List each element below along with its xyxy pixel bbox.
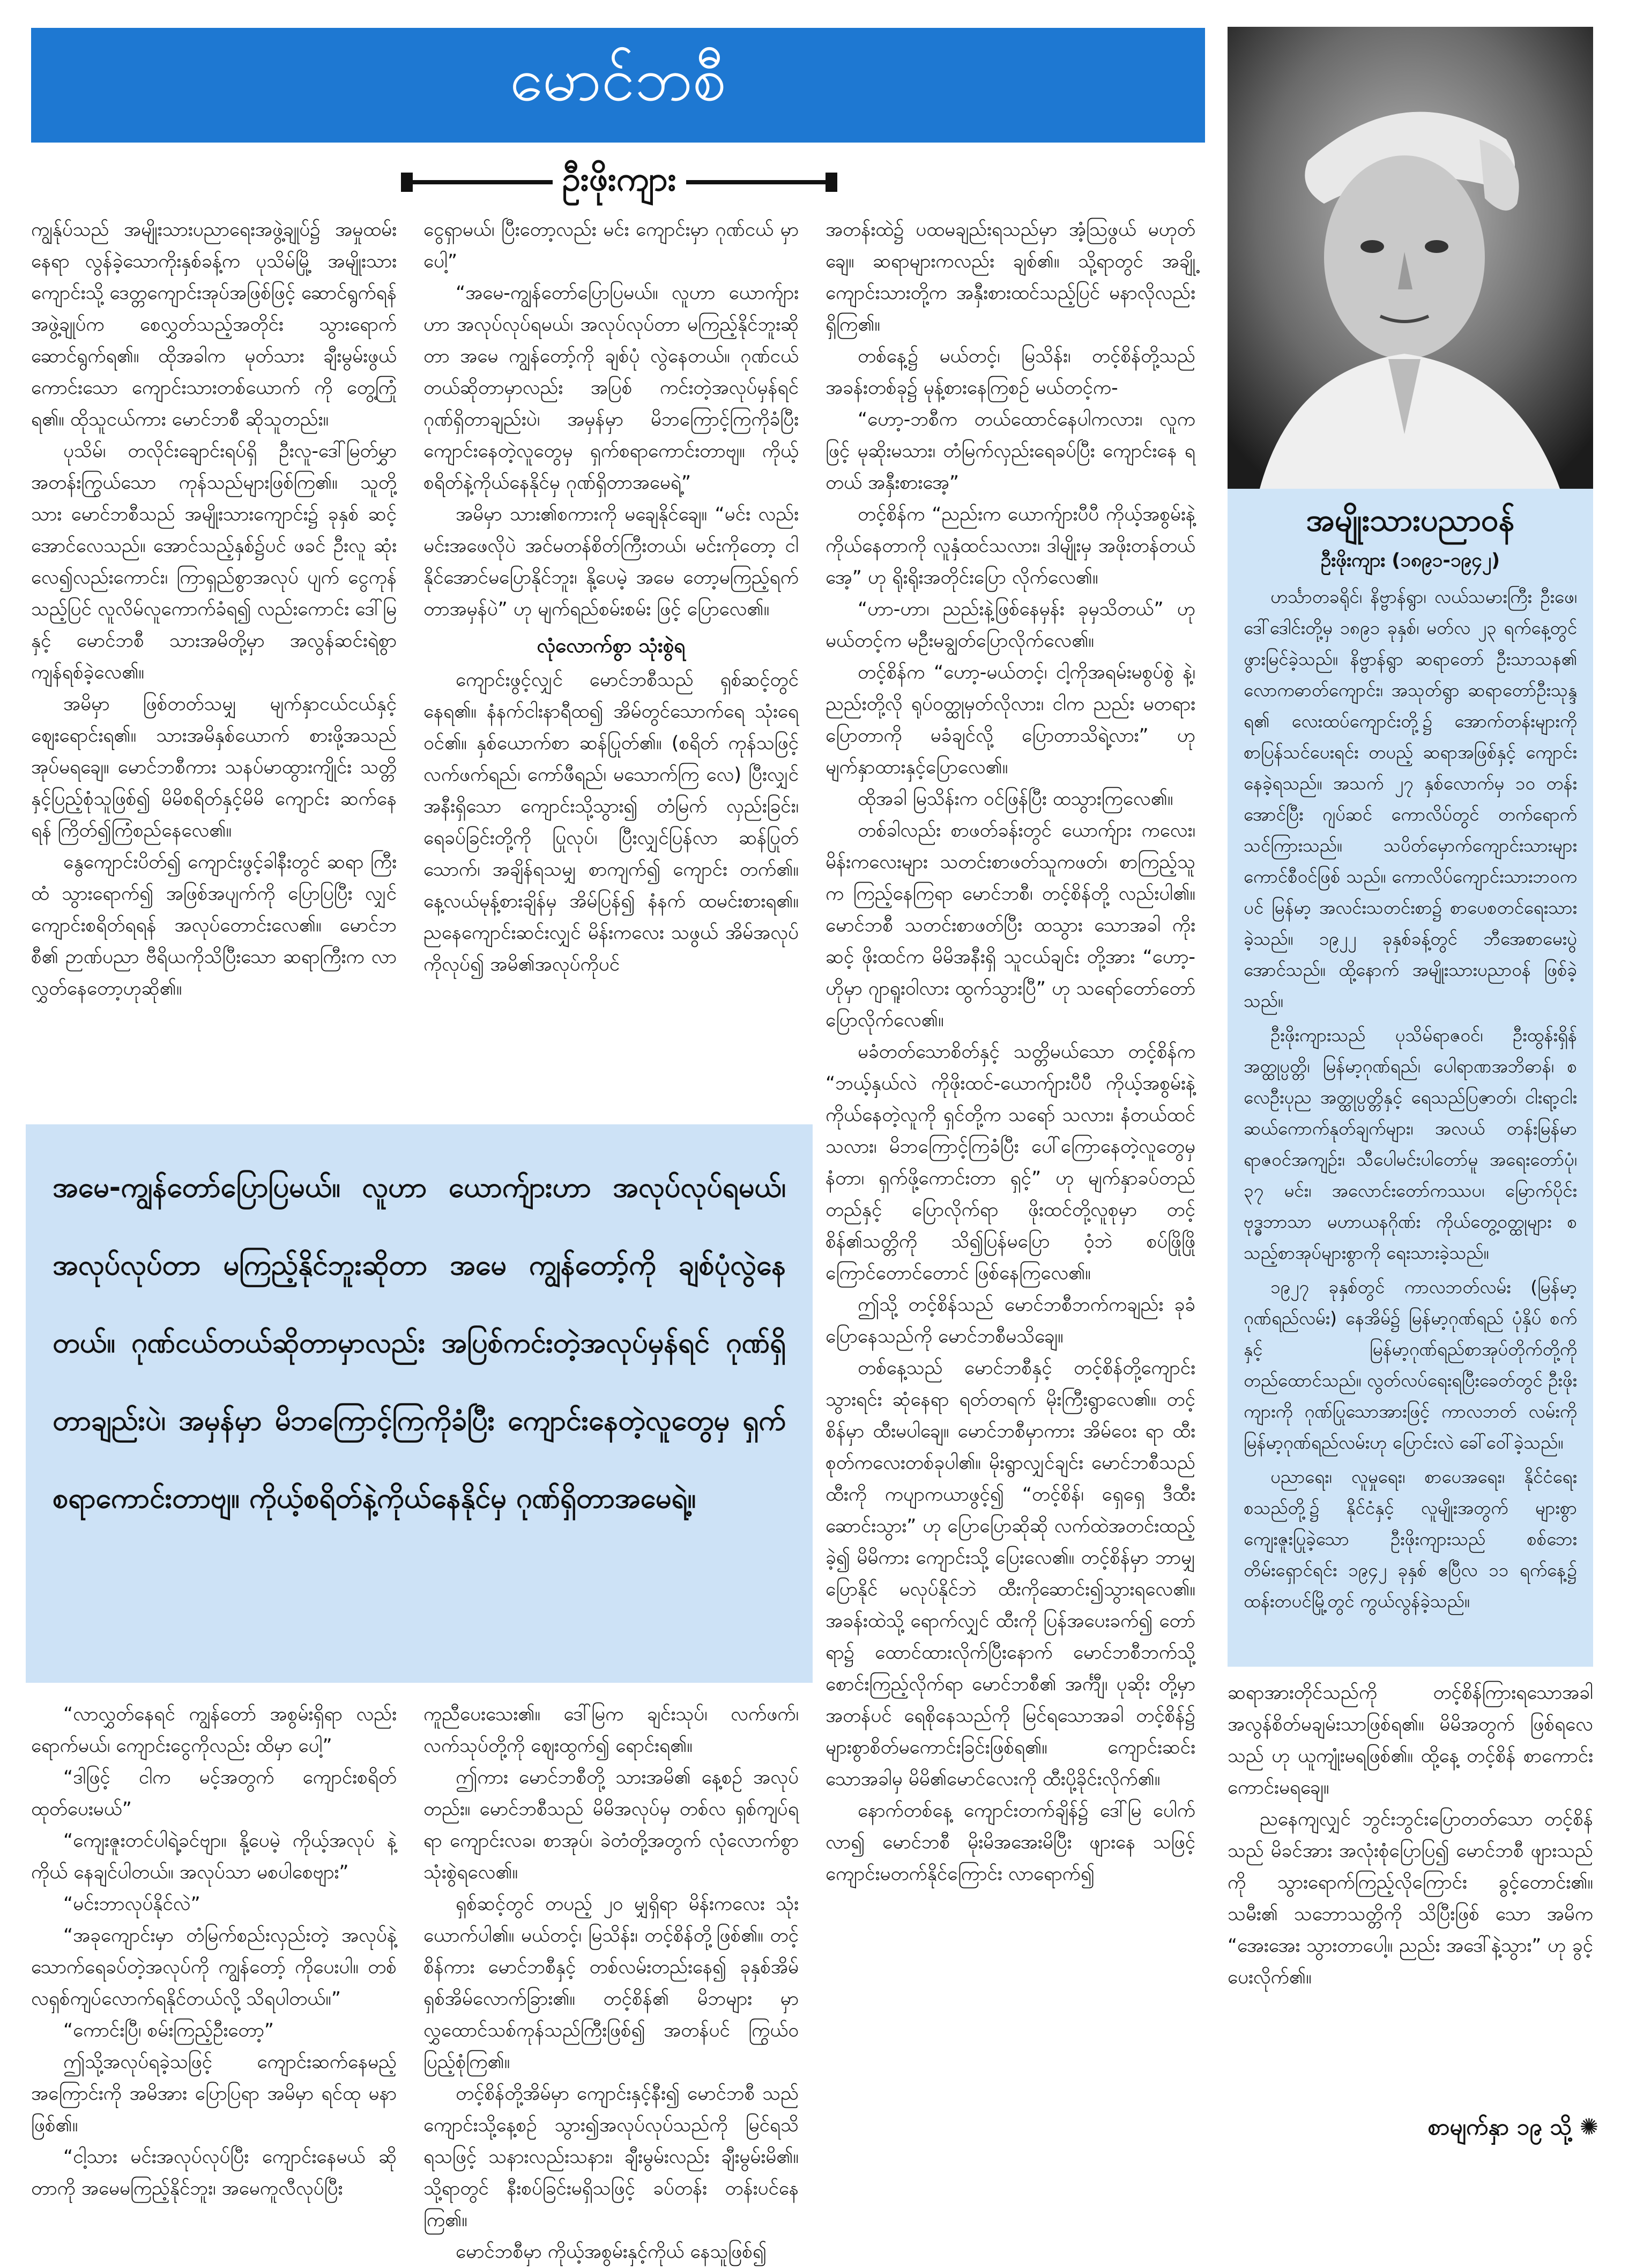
paragraph: ရှစ်ဆင့်တွင် တပည့် ၂၀ မျှရှိရာ မိန်းကလေး သုံးယောက်ပါ၏။ မယ်တင့်၊ မြသိန်း၊ တင့်စိန်တို့ဖြစ်၏။ တင့်စိန်ကား မောင်ဘစီနှင့် တစ်လမ်းတည်းနေ၍ ခုနှစ်အိမ် ရှစ်အိမ်လောက်ခြား၏။ တင့်စိန်၏ မိဘများ မှာ လွှထောင်သစ်ကုန်သည်ကြီးဖြစ်၍ အတန်ပင် ကြွယ်ဝပြည့်စုံကြ၏။ [423, 1893, 799, 2073]
paragraph: ထိုအခါ မြသိန်းက ဝင်ဖြန်ပြီး ထသွားကြလေ၏။ [858, 788, 1173, 810]
sidebar-subtitle: ဦးဖိုးကျား (၁၈၉၁-၁၉၄၂) [1320, 550, 1500, 571]
author-name: ဦးဖိုးကျား [562, 159, 676, 198]
paragraph: နောက်တစ်နေ့ ကျောင်းတက်ချိန်၌ ဒေါ်မြ ပေါက်လာ၍ မောင်ဘစီ မိုးမိအအေးမိပြီး ဖျားနေ သဖြင့် ကျောင်းမတက်နိုင်ကြောင်း လာရောက်၍ [826, 1800, 1195, 1885]
paragraph: တစ်နေ့၌ မယ်တင့်၊ မြသိန်း၊ တင့်စိန်တို့သည် အခန်းတစ်ခု၌ မုန့်စားနေကြစဉ် မယ်တင့်က- [826, 346, 1195, 399]
paragraph: တင့်စိန်က “ဟော့-မယ်တင့်၊ ငါ့ကိုအရမ်းမစွပ်စွဲ နဲ့၊ ညည်းတို့လို ရုပ်ဝတ္ထုမှတ်လိုလား၊ ငါက ညည်း မတရားပြောတာကို မခံချင်လို့ ပြောတာသိရဲ့လား” ဟု မျက်နှာထားနှင့်ပြောလေ၏။ [826, 662, 1195, 778]
bio-paragraph: ဟင်္သာတခရိုင်၊ နိဗ္ဗာန်ရွာ၊ လယ်သမားကြီး ဦးဖေ၊ ဒေါ်ဒေါင်းတို့မှ ၁၈၉၁ ခုနှစ်၊ မတ်လ ၂၃ ရက်နေ့တွင် ဖွားမြင်ခဲ့သည်။ နိဗ္ဗာန်ရွာ ဆရာတော် ဦးသာသန၏ လောကဓာတ်ကျောင်း၊ အသုတ်ရွာ ဆရာတော်ဦးသုန္ဒရ၏ လေးထပ်ကျောင်းတို့၌ အောက်တန်းများကို စာပြန်သင်ပေးရင်း တပည့် ဆရာအဖြစ်နှင့် ကျောင်းနေခဲ့ရသည်။ အသက် ၂၇ နှစ်လောက်မှ ၁၀ တန်းအောင်ပြီး ဂျပ်ဆင် ကောလိပ်တွင် တက်ရောက်သင်ကြားသည်။ သပိတ်မှောက်ကျောင်းသားများ ကောင်စီဝင်ဖြစ် သည်။ ကောလိပ်ကျောင်းသားဘဝကပင် မြန်မာ့ အလင်းသတင်းစာ၌ စာပေစတင်ရေးသားခဲ့သည်။ ၁၉၂၂ ခုနှစ်ခန့်တွင် ဘီအေစာမေးပွဲအောင်သည်။ ထို့နောက် အမျိုးသားပညာဝန် ဖြစ်ခဲ့သည်။ [1244, 586, 1577, 1011]
column-3 [826, 214, 1195, 2144]
section-heading: လုံလောက်စွာ သုံးစွဲရ [537, 634, 686, 657]
bio-paragraph: ဦးဖိုးကျားသည် ပုသိမ်ရာဇဝင်၊ ဦးထွန်းရှိန် အတ္ထုပ္ပတ္တိ၊ မြန်မာ့ဂုဏ်ရည်၊ ပေါရာဏအဘိဓာန်၊ စလေဦးပုည အတ္ထုပ္ပတ္တိနှင့် ရေသည်ပြဇာတ်၊ ငါးရာ့ငါးဆယ်ကောက်နုတ်ချက်များ၊ အလယ် တန်းမြန်မာရာဇဝင်အကျဉ်း၊ သီပေါမင်းပါတော်မူ အရေးတော်ပုံ၊ ၃၇ မင်း၊ အလောင်းတော်ကဿပ၊ မြောက်ပိုင်းဗုဒ္ဓဘာသာ မဟာယနဂိုဏ်း ကိုယ်တွေ့ဝတ္ထုများ စသည့်စာအုပ်များစွာကို ရေးသားခဲ့သည်။ [1244, 1025, 1577, 1263]
paragraph: တင့်စိန်တို့အိမ်မှာ ကျောင်းနှင့်နီး၍ မောင်ဘစီ သည် ကျောင်းသို့နေ့စဉ် သွား၍အလုပ်လုပ်သည်ကို မြင်ရသိရသဖြင့် သနားလည်းသနား၊ ချီးမွမ်းလည်း ချီးမွမ်းမိ၏။ သို့ရာတွင် နီးစပ်ခြင်းမရှိသဖြင့် ခပ်တန်း တန်းပင်နေကြ၏။ [423, 2083, 799, 2231]
paragraph: “ဟာ-ဟာ၊ ညည်းနဲ့ဖြစ်နေမှန်း ခုမှသိတယ်” ဟု မယ်တင့်က မဦးမချွတ်ပြောလိုက်လေ၏။ [826, 599, 1195, 652]
paragraph: “လာလွှတ်နေရင် ကျွန်တော် အစွမ်းရှိရာ လည်း ရောက်မယ်၊ ကျောင်းငွေကိုလည်း ထိမှာ ပေါ့” [31, 1704, 397, 1757]
paragraph: တစ်နေ့သည် မောင်ဘစီနှင့် တင့်စိန်တို့ကျောင်း သွားရင်း ဆုံနေရာ ရတ်တရက် မိုးကြီးရွာလေ၏။ တင့်စိန်မှာ ထီးမပါချေ။ မောင်ဘစီမှာကား အိမ်ဝေး ရာ ထီးစုတ်ကလေးတစ်ခုပါ၏။ မိုးရွာလျှင်ချင်း မောင်ဘစီသည် ထီးကို ကပျာကယာဖွင့်၍ “တင့်စိန်၊ ရှေရှေ ဒီထီးဆောင်းသွား” ဟု ပြောပြောဆိုဆို လက်ထဲအတင်းထည့်ခဲ့၍ မိမိကား ကျောင်းသို့ ပြေးလေ၏။ တင့်စိန်မှာ ဘာမျှပြောနိုင် မလုပ်နိုင်ဘဲ ထီးကိုဆောင်း၍သွားရလေ၏။ အခန်းထဲသို့ ရောက်လျှင် ထီးကို ပြန်အပေးခက်၍ တော်ရာ၌ ထောင်ထားလိုက်ပြီးနောက် မောင်ဘစီဘက်သို့ စောင်းကြည့်လိုက်ရာ မောင်ဘစီ၏ အင်္ကျီ၊ ပုဆိုး တို့မှာ အတန်ပင် ရေစိုနေသည်ကို မြင်ရသောအခါ တင့်စိန်၌ များစွာစိတ်မကောင်းခြင်းဖြစ်ရ၏။ ကျောင်းဆင်းသောအခါမှ မိမိ၏မောင်လေးကို ထီးပို့ခိုင်းလိုက်၏။ [826, 1357, 1195, 1790]
paragraph: ဤသို့အလုပ်ရခဲ့သဖြင့် ကျောင်းဆက်နေမည့် အကြောင်းကို အမိအား ပြောပြရာ အမိမှာ ရင်ထု မနာဖြစ်၏။ [31, 2051, 397, 2136]
paragraph: တစ်ခါလည်း စာဖတ်ခန်းတွင် ယောက်ျား ကလေး၊ မိန်းကလေးများ သတင်းစာဖတ်သူကဖတ်၊ စာကြည့်သူက ကြည့်နေကြရာ မောင်ဘစီ၊ တင့်စိန်တို့ လည်းပါ၏။ မောင်ဘစီ သတင်းစာဖတ်ပြီး ထသွား သောအခါ ကိုးဆင့် ဖိုးထင်က မိမိအနီးရှိ သူငယ်ချင်း တို့အား “ဟော့-ဟိုမှာ ဂျာရူးဝါလား ထွက်သွားပြီ” ဟု သရော်တော်တော် ပြောလိုက်လေ၏။ [826, 820, 1195, 1031]
paragraph: အမိမှာ ဖြစ်တတ်သမျှ မျက်နှာငယ်ငယ်နှင့် ဈေးရောင်းရ၏။ သားအမိနှစ်ယောက် စားဖို့အသည် အုပ်မရချေ။ မောင်ဘစီကား သနပ်မာထွားကျိုင်း သတ္တိနှင့်ပြည့်စုံသူဖြစ်၍ မိမိစရိတ်နှင့်မိမိ ကျောင်း ဆက်နေရန် ကြိတ်၍ကြံစည်နေလေ၏။ [31, 693, 397, 841]
paragraph: ဤကား မောင်ဘစီတို့ သားအမိ၏ နေ့စဉ် အလုပ်တည်း။ မောင်ဘစီသည် မိမိအလုပ်မှ တစ်လ ရှစ်ကျပ်ရရာ ကျောင်းလခ၊ စာအုပ်၊ ခဲတံတို့အတွက် လုံလောက်စွာ သုံးစွဲရလေ၏။ [423, 1767, 799, 1883]
paragraph: “ကျေးဇူးတင်ပါရဲ့ခင်ဗျာ။ နို့ပေမဲ့ ကိုယ့်အလုပ် နဲ့ကိုယ် နေချင်ပါတယ်။ အလုပ်သာ မစပါစေဗျား” [31, 1830, 397, 1883]
paragraph: “ငါ့သား မင်းအလုပ်လုပ်ပြီး ကျောင်းနေမယ် ဆိုတာကို အမေမကြည့်နိုင်ဘူး၊ အမေကူလီလုပ်ပြီး [31, 2146, 397, 2199]
paragraph: “မင်းဘာလုပ်နိုင်လဲ” [63, 1893, 200, 1915]
paragraph: အတန်းထဲ၌ ပထမချည်းရသည်မှာ အံ့သြဖွယ် မဟုတ်ချေ။ ဆရာများကလည်း ချစ်၏။ သို့ရာတွင် အချို့ကျောင်းသားတို့က အနှီးစားထင်သည့်ပြင် မနာလိုလည်းရှိကြ၏။ [826, 219, 1195, 335]
paragraph: “ဟော့-ဘစီက တယ်ထောင်နေပါကလား၊ လူက ဖြင့် မုဆိုးမသား၊ တံမြက်လှည်းရေခပ်ပြီး ကျောင်းနေ ရတယ် အနှီးစားအေ့” [826, 409, 1195, 494]
paragraph: ကျောင်းဖွင့်လျှင် မောင်ဘစီသည် ရှစ်ဆင့်တွင် နေရ၏။ နံနက်ငါးနာရီထ၍ အိမ်တွင်သောက်ရေ သုံးရေဝင်၏။ နှစ်ယောက်စာ ဆန်ပြုတ်၏။ (စရိတ် ကုန်သဖြင့် လက်ဖက်ရည်၊ ကော်ဖီရည်၊ မသောက်ကြ လေ) ပြီးလျှင် အနီးရှိသော ကျောင်းသို့သွား၍ တံမြက် လှည်းခြင်း၊ ရေခပ်ခြင်းတို့ကို ပြုလုပ်၊ ပြီးလျှင်ပြန်လာ ဆန်ပြုတ်သောက်၊ အချိန်ရသမျှ စာကျက်၍ ကျောင်း တက်၏။ နေ့လယ်မုန့်စားချိန်မှ အိမ်ပြန်၍ နံနက် ထမင်းစားရ၏။ ညနေကျောင်းဆင်းလျှင် မိန်းကလေး သဖွယ် အိမ်အလုပ်ကိုလုပ်၍ အမိ၏အလုပ်ကိုပင် [423, 669, 799, 975]
author-bio-sidebar [1228, 489, 1593, 1667]
paragraph: ကျွန်ုပ်သည် အမျိုးသားပညာရေးအဖွဲ့ချုပ်၌ အမှုထမ်းနေရာ လွန်ခဲ့သောကိုးနှစ်ခန့်က ပုသိမ်မြို့ အမျိုးသားကျောင်းသို့ ဒေတ္တကျောင်းအုပ်အဖြစ်ဖြင့် ဆောင်ရွက်ရန် အဖွဲ့ချုပ်က စေလွှတ်သည့်အတိုင်း သွားရောက်ဆောင်ရွက်ရ၏။ ထိုအခါက မုတ်သား ချီးမွမ်းဖွယ်ကောင်းသော ကျောင်းသားတစ်ယောက် ကို တွေ့ကြုံရ၏။ ထိုသူငယ်ကား မောင်ဘစီ ဆိုသူတည်း။ [31, 219, 397, 430]
paragraph: ဆရာအားတိုင်သည်ကို တင့်စိန်ကြားရသောအခါ အလွန်စိတ်မချမ်းသာဖြစ်ရ၏။ မိမိအတွက် ဖြစ်ရလေသည် ဟု ယူကျုံးမရဖြစ်၏။ ထို့နေ့ တင့်စိန် စာကောင်း ကောင်းမရချေ။ [1228, 1682, 1593, 1799]
paragraph: တင့်စိန်က “ညည်းက ယောက်ျားပီပီ ကိုယ့်အစွမ်းနဲ့ကိုယ်နေတာကို လူနှံထင်သလား၊ ဒါမျိုးမှ အဖိုးတန်တယ်အေ့” ဟု ရိုးရိုးအတိုင်းပြော လိုက်လေ၏။ [826, 504, 1195, 588]
paragraph: “ဒါဖြင့် ငါက မင့်အတွက် ကျောင်းစရိတ် ထုတ်ပေးမယ်” [31, 1767, 397, 1820]
column-4-lower [1228, 1677, 1593, 2106]
paragraph: မောင်ဘစီမှာ ကိုယ့်အစွမ်းနှင့်ကိုယ် နေသူဖြစ်၍ [456, 2241, 767, 2263]
paragraph: “အခုကျောင်းမှာ တံမြက်စည်းလှည်းတဲ့ အလုပ်နဲ့ သောက်ရေခပ်တဲ့အလုပ်ကို ကျွန်တော့် ကိုပေးပါ။ တစ်လရှစ်ကျပ်လောက်ရနိုင်တယ်လို့ သိရပါတယ်။” [31, 1925, 397, 2010]
paragraph: ကူညီပေးသေး၏။ ဒေါ်မြက ချင်းသုပ်၊ လက်ဖက်၊ လက်သုပ်တို့ကို ဈေးထွက်၍ ရောင်းရ၏။ [423, 1704, 799, 1757]
column-2-upper [423, 214, 799, 1104]
bio-paragraph: ၁၉၂၇ ခုနှစ်တွင် ကာလဘတ်လမ်း (မြန်မာ့ ဂုဏ်ရည်လမ်း) နေအိမ်၌ မြန်မာ့ဂုဏ်ရည် ပုံနှိပ် စက်နှင့် မြန်မာ့ဂုဏ်ရည်စာအုပ်တိုက်တို့ကို တည်ထောင်သည်။ လွတ်လပ်ရေးရပြီးခေတ်တွင် ဦးဖိုးကျားကို ဂုဏ်ပြုသောအားဖြင့် ကာလဘတ် လမ်းကို မြန်မာ့ဂုဏ်ရည်လမ်းဟု ပြောင်းလဲ ခေါ်ဝေါ်ခဲ့သည်။ [1244, 1277, 1577, 1453]
byline-rule-left [406, 180, 553, 184]
paragraph: ငွေရှာမယ်၊ ပြီးတော့လည်း မင်း ကျောင်းမှာ ဂုဏ်ငယ် မှာပေါ့” [423, 219, 799, 272]
sidebar-title: အမျိုးသားပညာဝန် [1306, 502, 1515, 538]
article-title: မောင်ဘစီ [31, 28, 1205, 143]
paragraph: ဤသို့ တင့်စိန်သည် မောင်ဘစီဘက်ကချည်း ခုခံပြောနေသည်ကို မောင်ဘစီမသိချေ။ [826, 1294, 1195, 1347]
paragraph: မခံတတ်သောစိတ်နှင့် သတ္တိမယ်သော တင့်စိန်က “ဘယ့်နှယ်လဲ ကိုဖိုးထင်-ယောက်ျားပီပီ ကိုယ့်အစွမ်းနဲ့ကိုယ်နေတဲ့လူကို ရှင်တို့က သရော် သလား၊ နံတယ်ထင်သလား၊ မိဘကြောင့်ကြခံပြီး ပေါ်ကြောနေတဲ့လူတွေမှ နံတာ၊ ရှက်ဖို့ကောင်းတာ ရှင့်” ဟု မျက်နှာခပ်တည်တည်နှင့် ပြောလိုက်ရာ ဖိုးထင်တို့လူစုမှာ တင့်စိန်၏သတ္တိကို သိ၍ပြန်မပြော ဝံ့ဘဲ စပ်ဖြိုဖြိုကြောင်တောင်တောင် ဖြစ်နေကြလေ၏။ [826, 1041, 1195, 1284]
paragraph: “ကောင်းပြီ၊ စမ်းကြည့်ဦးတော့” [63, 2020, 274, 2041]
paragraph: ပုသိမ်၊ တလိုင်းချောင်းရပ်ရှိ ဦးလူ-ဒေါ်မြတ်မွှာ အတန်းကြွယ်သော ကုန်သည်များဖြစ်ကြ၏။ သူတို့ သား မောင်ဘစီသည် အမျိုးသားကျောင်း၌ ခုနှစ် ဆင့်အောင်လေသည်။ အောင်သည့်နှစ်၌ပင် ဖခင် ဦးလူ ဆုံးလေ၍လည်းကောင်း၊ ကြာရှည်စွာအလုပ် ပျက် ငွေကုန်သည့်ပြင် လူလိမ်လူကောက်ခံရ၍ လည်းကောင်း ဒေါ်မြနှင့် မောင်ဘစီ သားအမိတို့မှာ အလွန်ဆင်းရဲစွာ ကျန်ရစ်ခဲ့လေ၏။ [31, 441, 397, 683]
column-1-lower [31, 1699, 397, 2199]
paragraph: နွေကျောင်းပိတ်၍ ကျောင်းဖွင့်ခါနီးတွင် ဆရာ ကြီးထံ သွားရောက်၍ အဖြစ်အပျက်ကို ပြောပြပြီး လျှင် ကျောင်းစရိတ်ရရန် အလုပ်တောင်းလေ၏။ မောင်ဘစီ၏ ဉာဏ်ပညာ ဗီရိယကိုသိပြီးသော ဆရာကြီးက လာလွှတ်နေတော့ဟုဆို၏။ [31, 852, 397, 999]
continued-on-page: စာမျက်နှာ ၁၉ သို့ ✺ [1427, 2114, 1598, 2140]
paragraph: အမိမှာ သား၏စကားကို မချေနိုင်ချေ။ “မင်း လည်း မင်းအဖေလိုပဲ အင်မတန်စိတ်ကြီးတယ်၊ မင်းကိုတော့ ငါနိုင်အောင်မပြောနိုင်ဘူး၊ နို့ပေမဲ့ အမေ တော့မကြည့်ရက်တာအမှန်ပဲ” ဟု မျက်ရည်စမ်းစမ်း ဖြင့် ပြောလေ၏။ [423, 504, 799, 620]
author-portrait [1228, 27, 1593, 489]
paragraph: “အမေ-ကျွန်တော်ပြောပြမယ်။ လူဟာ ယောက်ျားဟာ အလုပ်လုပ်ရမယ်၊ အလုပ်လုပ်တာ မကြည့်နိုင်ဘူးဆိုတာ အမေ ကျွန်တော့်ကို ချစ်ပုံ လွဲနေတယ်။ ဂုဏ်ငယ်တယ်ဆိုတာမှာလည်း အပြစ် ကင်းတဲ့အလုပ်မှန်ရင် ဂုဏ်ရှိတာချည်းပဲ၊ အမှန်မှာ မိဘကြောင့်ကြကိုခံပြီး ကျောင်းနေတဲ့လူတွေမှ ရှက်စရာကောင်းတာဗျ။ ကိုယ့်စရိတ်နဲ့ကိုယ်နေနိုင်မှ ဂုဏ်ရှိတာအမေရဲ့” [423, 282, 799, 494]
pull-quote: အမေ-ကျွန်တော်ပြောပြမယ်။ လူဟာ ယောက်ျားဟာ အလုပ်လုပ်ရမယ်၊ အလုပ်လုပ်တာ မကြည့်နိုင်ဘူးဆိုတာ အမေ ကျွန်တော့်ကို ချစ်ပုံလွဲနေတယ်။ ဂုဏ်ငယ်တယ်ဆိုတာမှာလည်း အပြစ်ကင်းတဲ့အလုပ်မှန်ရင် ဂုဏ်ရှိတာချည်းပဲ၊ အမှန်မှာ မိဘကြောင့်ကြကိုခံပြီး ကျောင်းနေတဲ့လူတွေမှ ရှက်စရာကောင်းတာဗျ။ ကိုယ့်စရိတ်နဲ့ကိုယ်နေနိုင်မှ ဂုဏ်ရှိတာအမေရဲ့။ [26, 1124, 813, 1683]
column-2-lower [423, 1699, 799, 2263]
portrait-image [1228, 27, 1593, 489]
bio-paragraph: ပညာရေး၊ လူမှုရေး၊ စာပေအရေး၊ နိုင်ငံရေး စသည်တို့၌ နိုင်ငံနှင့် လူမျိုးအတွက် များစွာ ကျေးဇူးပြုခဲ့သော ဦးဖိုးကျားသည် စစ်ဘေး တိမ်းရှောင်ရင်း ၁၉၄၂ ခုနှစ် ဧပြီလ ၁၁ ရက်နေ့၌ ထန်းတပင်မြို့တွင် ကွယ်လွန်ခဲ့သည်။ [1244, 1466, 1577, 1612]
column-1-upper [31, 214, 397, 1104]
author-byline [397, 156, 842, 208]
paragraph: ညနေကျလျှင် ဘွင်းဘွင်းပြောတတ်သော တင့်စိန်သည် မိခင်အား အလုံးစုံပြောပြ၍ မောင်ဘစီ ဖျားသည်ကို သွားရောက်ကြည့်လိုကြောင်း ခွင့်တောင်း၏။ သမီး၏ သဘောသတ္တိကို သိပြီးဖြစ် သော အမိက “အေးအေး သွားတာပေါ့။ ညည်း အဒေါ်နဲ့သွား” ဟု ခွင့်ပေးလိုက်၏။ [1228, 1809, 1593, 1988]
byline-rule-right [686, 180, 832, 184]
